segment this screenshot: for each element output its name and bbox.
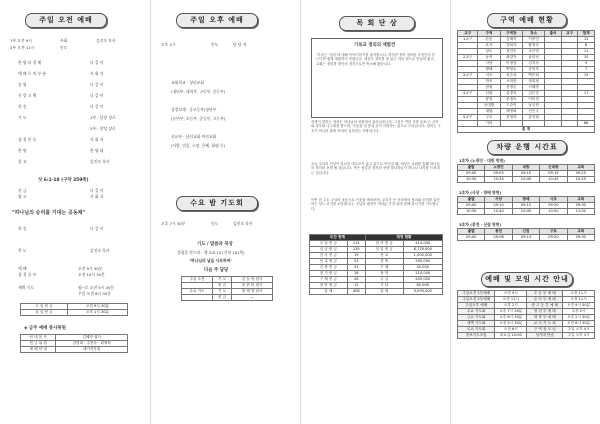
district-cell: 신은주 <box>522 109 544 115</box>
bus-row <box>458 235 595 241</box>
bus-cell: 09:15 <box>540 171 567 177</box>
bus-cell: 대방 <box>512 165 539 171</box>
meeting-cell: 대 학 부 예 배 <box>527 315 563 321</box>
district-cell: 사당 <box>478 61 500 67</box>
order2-item-leader: 다 같 이 <box>90 226 104 231</box>
district-cell: 윤미선 <box>522 55 544 61</box>
bus-cell: 서초 <box>540 197 567 203</box>
district-header-cell: 구역 <box>478 31 500 37</box>
district-cell: 8 <box>578 43 595 49</box>
district-cell: 17 <box>578 91 595 97</box>
district-cell: 7 <box>578 67 595 73</box>
next-cell: 기 도 <box>213 289 232 295</box>
sunday-afternoon-header: 주일 오후 예배 <box>176 13 258 28</box>
district-cell: 조은영 <box>522 49 544 55</box>
order-item-leader: 1부 : 담당 장로 <box>90 115 116 120</box>
meeting-cell: 오후 8시 30분 <box>495 315 527 321</box>
district-header-cell: 교구 <box>561 31 578 37</box>
finance-row <box>310 241 443 247</box>
district-cell: 김은순 <box>522 91 544 97</box>
finance-cell: 십 일 헌 금 <box>365 247 403 253</box>
district-cell: 12 <box>578 37 595 43</box>
meeting-cell: 오후 7시 30분 <box>495 309 527 315</box>
finance-cell: 1,000,000 <box>403 253 442 259</box>
bus-cell: 출발 <box>458 229 485 235</box>
offering-schedule-table <box>20 303 128 316</box>
article-box <box>311 38 443 118</box>
meeting-cell: 금요 기도회 <box>458 315 495 321</box>
bus-cell: 교회 <box>567 229 594 235</box>
order2-item-label: 축 도 <box>18 248 27 253</box>
prayer-time: 주일 오전 6시 30분 <box>78 291 111 296</box>
prayer-time: 월~토 오전 5시 30분 <box>78 285 115 290</box>
district-cell: 대림 <box>478 109 500 115</box>
order-item-label: 찬 송 <box>18 104 27 109</box>
bus-cell: 10:45 <box>512 209 539 215</box>
sermon-title: "하나님의 승리를 기대는 공동체" <box>12 210 86 216</box>
offering-row <box>21 310 128 316</box>
meeting-cell: 오후 2시 <box>563 309 595 315</box>
next-week-table <box>181 276 273 301</box>
wednesday-title: 기도 / 말씀과 묵상 <box>197 242 233 247</box>
order-item-leader: 김진모 목사 <box>90 159 110 164</box>
meeting-cell: 수요 기도회 <box>458 309 495 315</box>
finance-cell: 감 사 헌 금 <box>310 253 348 259</box>
pastor-column-panel <box>300 0 451 424</box>
service-time: 1부 오전 9시 <box>10 38 32 43</box>
bus-cell: 10:45 <box>540 177 567 183</box>
next-week-title: 다음 주 담당 <box>204 268 229 273</box>
youth-time: 오전 9시 30분 <box>78 266 103 271</box>
meeting-cell: 오후 2시 <box>495 303 527 309</box>
bus-table <box>457 196 595 215</box>
finance-cell: 9,099,000 <box>403 289 442 295</box>
bus-cell: 09:30 <box>567 203 594 209</box>
district-cell: 고순이 <box>500 103 522 109</box>
bus-cell: 09:00 <box>458 235 485 241</box>
order2-item-label: 찬 송 <box>18 226 27 231</box>
meeting-cell: 성가대 연습 <box>527 333 563 339</box>
youth-label: 예 배 <box>18 266 27 271</box>
bus-cell: 09:00 <box>458 203 485 209</box>
district-cell: 이정임 <box>500 61 522 67</box>
meeting-cell: 청 년 부 예 배 <box>527 309 563 315</box>
order-item-leader: 찬 양 대 <box>90 148 104 153</box>
finance-cell: 선 교 헌 금 <box>310 259 348 265</box>
district-total-row <box>458 127 595 133</box>
district-cell: 5교구 <box>458 115 478 121</box>
meeting-cell: 중보기도모임 <box>458 333 495 339</box>
meeting-table <box>457 290 595 339</box>
order-item-label: 성 경 봉 독 <box>18 137 37 142</box>
district-cell: 정인숙 <box>500 49 522 55</box>
bus-cell: 10:55 <box>567 177 594 183</box>
district-cell: 문정숙 <box>500 97 522 103</box>
finance-cell: 주 일 <box>365 277 403 283</box>
bus-cell: 11:00 <box>567 209 594 215</box>
district-cell: 이종민 <box>522 37 544 43</box>
district-cell: 유경자 <box>500 91 522 97</box>
afternoon-role: 인도 <box>211 42 219 47</box>
district-cell: 봉천 <box>478 97 500 103</box>
district-cell: 정희정 <box>522 79 544 85</box>
wednesday-leader: 김진모 목사 <box>233 221 253 226</box>
district-cell: 상도 <box>478 49 500 55</box>
prayer-label: 새벽 기도 <box>18 285 34 290</box>
district-cell: 방배 <box>478 67 500 73</box>
finance-cell: 31 <box>347 265 365 271</box>
bus-cell: 09:10 <box>512 171 539 177</box>
district-header-cell: 합계 <box>578 31 595 37</box>
wednesday-scripture: 성령을 받으라 · 행 3:8-13 (신약 191쪽) <box>177 250 245 255</box>
district-cell: 1교구 <box>458 37 478 43</box>
bus-cell: 구로 <box>540 229 567 235</box>
bus-cell: 09:14 <box>512 235 539 241</box>
finance-cell: 감 사 헌 금 <box>365 241 403 247</box>
finance-header-status: 재정 현황 <box>365 235 442 241</box>
meeting-cell: 오후 2시 30분 <box>563 315 595 321</box>
district-cell: 황경숙 <box>522 43 544 49</box>
bus-cell: 10:40 <box>485 209 512 215</box>
duty-cell: 세가족부원 <box>56 347 128 353</box>
district-cell: 서초 <box>478 73 500 79</box>
finance-cell: 455,000 <box>403 277 442 283</box>
youth-time: 오전 10시 30분 <box>78 272 105 277</box>
finance-cell: 총 계 <box>310 289 348 295</box>
district-cell: 11 <box>578 49 595 55</box>
wednesday-prayer-header: 수요 밤 기도회 <box>176 196 258 211</box>
finance-cell: 기 타 <box>365 283 403 289</box>
order2-item-label: 헌 금 <box>18 188 27 193</box>
duty-cell: 예 배 안 내 <box>21 347 56 353</box>
order-item-leader: 사 회 자 <box>90 71 104 76</box>
district-cell: 15 <box>578 73 595 79</box>
bus-table-title: 3호차 (봉천 · 신림 방면) <box>459 222 502 227</box>
bus-cell: 출발 <box>458 197 485 203</box>
meeting-cell: 유 아 부 예 배 <box>527 297 563 303</box>
bus-cell: 10:50 <box>540 209 567 215</box>
article-body-1: 성경이 말하는 정의는 하나님의 성품에서 흘러나옵니다. 그것은 약한 자를 돌보고, 고아와 과부와 나그네를 품으며, 이웃을 내 몸과 같이 사랑하는 삶으로 드러납니다. 정의는 구호가 아니라 관계 속에서 실천되는 사랑입니다. <box>311 120 441 133</box>
district-cell: 본동 <box>478 37 500 43</box>
district-total-label: 총 계 <box>458 127 595 133</box>
order-item-label: 예 배 로 의 부 름 <box>18 71 47 76</box>
meeting-cell: 주일 오후 4시 <box>563 327 595 333</box>
bus-cell: 09:10 <box>485 203 512 209</box>
finance-cell: 건 축 헌 금 <box>310 265 348 271</box>
next-cell <box>182 295 213 301</box>
finance-cell: 8,776,000 <box>403 247 442 253</box>
finance-cell: 구 제 <box>365 265 403 271</box>
afternoon-group-line: (유년부, 초등부, 중등부, 고등부) <box>171 116 226 121</box>
offering-cell: 십 일 헌 금 <box>21 310 68 316</box>
wednesday-time: 오후 7시 30분 <box>161 221 186 226</box>
finance-cell: 26 <box>347 277 365 283</box>
district-cell: 9 <box>578 61 595 67</box>
district-cell: 배정희 <box>500 109 522 115</box>
bus-cell: 10:30 <box>458 177 485 183</box>
wednesday-subtitle: "하나님의 날을 사모하며" <box>189 258 233 263</box>
sunday-afternoon-panel <box>150 0 301 424</box>
bus-cell: 사당 <box>485 197 512 203</box>
district-cell: 신대방 <box>478 103 500 109</box>
district-cell: 반포 <box>478 79 500 85</box>
bus-cell: 방배 <box>512 197 539 203</box>
youth-label: 성 경 공 부 <box>18 272 37 277</box>
meeting-cell: 중 고 등 부 예 배 <box>527 303 563 309</box>
district-cell: 임순옥 <box>500 73 522 79</box>
bus-cell: 출발 <box>458 165 485 171</box>
afternoon-group-line: 성경교재 · 중고등부/청년부 <box>171 107 217 112</box>
meeting-cell: 오전 11시 <box>563 297 595 303</box>
bus-header: 차량 운행 시간표 <box>487 140 567 155</box>
finance-cell: 십 일 헌 금 <box>310 247 348 253</box>
meeting-cell: 오전 11시 <box>495 297 527 303</box>
next-cell: 헌 금 <box>213 295 232 301</box>
finance-cell: 선 교 <box>365 253 403 259</box>
article-title: 기독교 정의의 재발견 <box>354 43 396 48</box>
district-header: 구역 예배 현황 <box>487 13 567 28</box>
bus-cell: 10:40 <box>512 177 539 183</box>
bus-cell: 봉천 <box>485 229 512 235</box>
finance-cell: 건 축 <box>365 259 403 265</box>
district-cell: 김혜자 <box>500 37 522 43</box>
next-row <box>182 295 273 301</box>
order-item-label: 송 영 <box>18 82 27 87</box>
meeting-cell: 새벽 기도회 <box>458 321 495 327</box>
finance-cell: 18 <box>347 271 365 277</box>
article-body-3: 이번 한 주도 주님의 마음으로 이웃을 바라보며, 우리가 선 자리에서 정의와 공의를 실천하는 성도 되기를 소망합니다. 주님의 평강이 여러분 가정 위에 함께 하시기를 기도합니다. <box>311 198 440 211</box>
duty-cell: 안 내 봉 사 <box>21 335 56 341</box>
sunday-morning-panel <box>0 0 150 424</box>
finance-table <box>309 234 443 295</box>
meeting-row <box>458 333 595 339</box>
meeting-cell: 주일오후 예배 <box>458 303 495 309</box>
afternoon-group-line: 선교부 · 남선교회 여선교회 <box>171 134 217 139</box>
bus-cell: 노량진 <box>485 165 512 171</box>
meeting-cell: 오전 9시 30분 <box>563 303 595 309</box>
finance-cell: 210,000 <box>403 271 442 277</box>
finance-row <box>310 247 443 253</box>
district-cell: 진영자 <box>500 115 522 121</box>
district-cell: 2교구 <box>458 55 478 61</box>
order-item-label: 찬 양 과 경 배 <box>18 60 42 65</box>
service-role: 인도 <box>60 45 68 50</box>
finance-cell: 200,000 <box>403 259 442 265</box>
wednesday-role: 인도 <box>211 221 219 226</box>
offering-cell: 주 일 헌 금 <box>21 304 68 310</box>
district-header-cell: 구역장 <box>500 31 522 37</box>
pastor-column-header: 목 회 단 상 <box>339 16 415 31</box>
duty-row <box>21 347 128 353</box>
bus-cell: 신대방 <box>540 165 567 171</box>
district-cell: 3교구 <box>458 73 478 79</box>
order2-item-label: 광 고 <box>18 194 27 199</box>
next-cell: 수요 기도 <box>182 289 213 295</box>
bus-cell: 09:25 <box>567 171 594 177</box>
order-item-leader: 사 회 자 <box>90 137 104 142</box>
meeting-cell: 화요일 10:00 <box>495 333 527 339</box>
district-cell: 4교구 <box>458 91 478 97</box>
district-cell: 잠원 <box>478 85 500 91</box>
bus-table-title: 2호차 (사당 · 방배 방면) <box>459 190 502 195</box>
district-cell: 기타 <box>478 121 500 127</box>
meeting-cell: 초 등 부 예 배 <box>527 291 563 297</box>
bus-cell: 09:08 <box>485 235 512 241</box>
finance-cell: 절 기 헌 금 <box>310 271 348 277</box>
meeting-cell: 오전 8시 30분 <box>563 321 595 327</box>
offering-cell: 오전 9시 30분 <box>67 304 127 310</box>
district-cell: 86 <box>578 121 595 127</box>
meeting-cell: 주일 오후 3시 <box>563 333 595 339</box>
finance-cell: 총 계 <box>365 289 403 295</box>
finance-cell: 414,000 <box>403 241 442 247</box>
district-cell: 신림 <box>478 91 500 97</box>
order-item-leader: 다 같 이 <box>90 82 104 87</box>
article-body-2: 오늘 우리의 신앙이 말로만 머무르지 않고 삶으로 이어질 때, 세상은 교회를 통해 하나님의 정의를 보게 될 것입니다. 작은 섬김과 정직한 선택 하나하나가 하나님 나라를 드러내는 길입니다. <box>311 162 440 175</box>
duty-title: ◈ 금주 예배 봉사위원 <box>24 326 66 331</box>
district-cell: 한정순 <box>500 85 522 91</box>
meeting-cell: 주일오전 2부예배 <box>458 297 495 303</box>
finance-cell: 85,000 <box>403 283 442 289</box>
finance-cell: 50,000 <box>403 265 442 271</box>
bus-cell: 교회 <box>567 197 594 203</box>
sunday-morning-header: 주일 오전 예배 <box>25 13 107 28</box>
bus-cell: 10:30 <box>458 209 485 215</box>
afternoon-group-line: (사랑, 믿음, 소망, 은혜, 화평 등) <box>171 143 226 148</box>
next-cell: 김 동 영 집사 <box>232 277 273 283</box>
finance-cell: 408 <box>347 289 365 295</box>
bus-cell: 09:00 <box>458 171 485 177</box>
meeting-cell: 토요 기도회 <box>458 327 495 333</box>
finance-cell: 19 <box>347 253 365 259</box>
district-cell: 동작 <box>478 55 500 61</box>
next-cell: 송 현 미 집사 <box>232 283 273 289</box>
finance-header-weekly: 주간 헌계 <box>310 235 366 241</box>
district-header-cell: 장소 <box>522 31 544 37</box>
meeting-cell: 오전 9시 <box>495 291 527 297</box>
finance-cell: 주 일 헌 금 <box>310 241 348 247</box>
bus-table <box>457 228 595 241</box>
district-header-cell: 출석 <box>545 31 562 37</box>
order2-item-leader: 김진모 목사 <box>90 248 110 253</box>
bus-cell: 09:30 <box>567 235 594 241</box>
district-cell: 구로 <box>478 115 500 121</box>
afternoon-group-line: 교회학교 · 청년교회 <box>171 80 204 85</box>
meeting-cell: 오전 5시 30분 <box>495 321 527 327</box>
service-role: 사회 <box>60 38 68 43</box>
district-cell: 흑석 <box>478 43 500 49</box>
meeting-cell: 교 사 기 도 회 <box>527 321 563 327</box>
finance-cell: 135 <box>347 247 365 253</box>
bus-row <box>458 209 595 215</box>
district-cell: 박영숙 <box>500 67 522 73</box>
district-cell: 최향자 <box>500 55 522 61</box>
bus-cell: 09:20 <box>540 203 567 209</box>
finance-cell: 12 <box>347 283 365 289</box>
service-time: 2부 오전 11시 <box>10 45 35 50</box>
next-cell: 기 도 <box>213 277 232 283</box>
district-panel <box>450 0 600 424</box>
bus-table <box>457 164 595 183</box>
afternoon-leader: 담 당 자 <box>233 42 247 47</box>
district-cell: 오미란 <box>500 79 522 85</box>
meeting-cell: 주일오전 1부예배 <box>458 291 495 297</box>
district-cell: 이미경 <box>522 97 544 103</box>
meeting-cell: 오전 6시 <box>495 327 527 333</box>
district-header-cell: 교구 <box>458 31 478 37</box>
district-cell: 홍선희 <box>522 115 544 121</box>
scripture-ref: 삿 6:1-18 (구약 359쪽) <box>38 178 89 183</box>
finance-row <box>310 289 443 295</box>
order-item-leader: 다 같 이 <box>90 60 104 65</box>
meeting-header: 예배 및 모임 시간 안내 <box>481 272 573 287</box>
offering-cell: 오후 1시 30분 <box>67 310 127 316</box>
bus-cell: 10:35 <box>485 177 512 183</box>
next-cell: — <box>232 295 273 301</box>
district-cell: 남궁현 <box>522 103 544 109</box>
duty-table <box>20 334 128 353</box>
finance-cell: 114 <box>347 241 365 247</box>
order-item-leader: 2부 : 담당 장로 <box>90 126 116 131</box>
order2-item-leader: 사 회 자 <box>90 194 104 199</box>
district-table <box>457 30 595 133</box>
order-item-leader: 다 같 이 <box>90 93 104 98</box>
meeting-cell: 오전 11시 <box>563 291 595 297</box>
next-cell: 주일 오전 <box>182 277 213 283</box>
duty-cell: 헌 금 위 원 <box>21 341 56 347</box>
next-cell: 장 세 영 집사 <box>232 289 273 295</box>
district-cell: 김지숙 <box>522 61 544 67</box>
article-intro: "우리는 '정의'에 대해 이야기하기를 좋아합니다. 하지만 정작 정의란 무엇인지 묻는다면 쉽게 대답하지 못합니다. 세상은 정의를 힘 있는 자의 편으로 만들어 왔고, 교회는 정의를 개인의 경건으로만 축소해 왔습니다. <box>316 53 436 66</box>
finance-cell: 장 학 헌 금 <box>310 283 348 289</box>
bus-cell: 교회 <box>567 165 594 171</box>
district-cell: 송미자 <box>522 67 544 73</box>
bus-cell: 09:20 <box>540 235 567 241</box>
next-cell: 헌 금 <box>213 283 232 289</box>
afternoon-group-line: (청년부, 대학부, 고등부, 중등부) <box>171 89 226 94</box>
order-item-label: 찬 양 <box>18 148 27 153</box>
bus-cell: 신림 <box>512 229 539 235</box>
service-leader: 김진모 목사 <box>96 38 116 43</box>
district-cell: 10 <box>578 55 595 61</box>
district-cell: 강희자 <box>500 43 522 49</box>
order-item-label: 설 교 <box>18 159 27 164</box>
order-item-label: 신 앙 고 백 <box>18 93 37 98</box>
order2-item-leader: 다 같 이 <box>90 188 104 193</box>
bus-cell: 09:15 <box>512 203 539 209</box>
bus-cell: 09:05 <box>485 171 512 177</box>
afternoon-time: 오후 2시 <box>161 42 176 47</box>
duty-cell: 김명희 · 주현숙 · 최재혁 <box>56 341 128 347</box>
finance-cell: 23 <box>347 259 365 265</box>
bus-row <box>458 177 595 183</box>
finance-cell: 구 제 헌 금 <box>310 277 348 283</box>
district-cell: 서혜경 <box>522 85 544 91</box>
duty-cell: 김혜자 권사 <box>56 335 128 341</box>
bus-table-title: 1호차 (노량진 · 대방 방면) <box>459 158 505 163</box>
finance-cell: 장 학 <box>365 271 403 277</box>
meeting-cell: 구 역 장 모 임 <box>527 327 563 333</box>
district-cell: 백은희 <box>522 73 544 79</box>
order-item-label: 기 도 <box>18 115 27 120</box>
order-item-leader: 다 같 이 <box>90 104 104 109</box>
